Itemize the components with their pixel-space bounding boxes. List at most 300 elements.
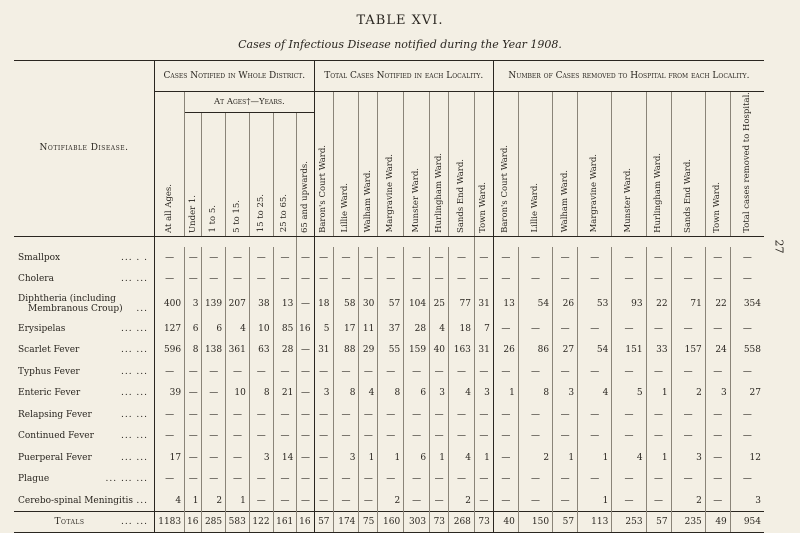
table-cell: — (273, 404, 297, 426)
table-cell: 53 (578, 290, 612, 318)
table-cell: 85 (273, 318, 297, 340)
table-row (14, 468, 764, 490)
header-1-to-5: 1 to 5. (202, 113, 226, 237)
disease-name: Cholera ... ... (14, 268, 155, 290)
table-cell: 22 (646, 290, 671, 318)
table-cell: — (297, 490, 314, 512)
table-cell: 4 (155, 490, 185, 512)
table-cell: — (742, 252, 752, 263)
disease-name: Smallpox ... . . (14, 247, 155, 269)
header-65-upwards: 65 and upwards. (297, 113, 314, 237)
header-loc-barons-court: Baron's Court Ward. (314, 92, 333, 237)
table-cell: — (378, 247, 404, 269)
table-cell: — (553, 468, 578, 490)
table-cell: — (314, 425, 333, 447)
table-cell: — (553, 404, 578, 426)
table-cell: — (226, 361, 250, 383)
table-cell: 122 (249, 512, 273, 533)
table-cell: 40 (493, 512, 518, 533)
table-cell: — (404, 268, 430, 290)
table-cell: — (474, 361, 493, 383)
table-cell: 150 (518, 512, 552, 533)
table-cell: — (578, 247, 612, 269)
table-cell: 2 (449, 490, 475, 512)
table-cell: 1 (474, 447, 493, 469)
table-cell: 303 (404, 512, 430, 533)
table-cell: 5 (612, 382, 646, 404)
table-cell: 6 (404, 382, 430, 404)
table-cell: 29 (359, 339, 378, 361)
table-cell: — (742, 431, 752, 442)
table-cell: 54 (518, 290, 552, 318)
table-cell: 253 (612, 512, 646, 533)
table-cell: 13 (273, 290, 297, 318)
header-total-locality: Total Cases Notified in each Locality. (314, 61, 493, 92)
table-cell: — (359, 490, 378, 512)
table-cell: — (612, 268, 646, 290)
table-cell: 57 (553, 512, 578, 533)
table-cell: 28 (273, 339, 297, 361)
table-cell: 2 (202, 490, 226, 512)
table-cell: — (449, 425, 475, 447)
table-cell: — (333, 468, 359, 490)
table-cell: — (449, 247, 475, 269)
table-cell: 1 (378, 447, 404, 469)
table-cell: 93 (612, 290, 646, 318)
header-5-to-15: 5 to 15. (226, 113, 250, 237)
table-cell: — (518, 318, 552, 340)
table-cell: 16 (297, 318, 314, 340)
table-cell: — (671, 247, 705, 269)
table-cell: — (249, 404, 273, 426)
table-row (14, 447, 764, 469)
table-cell: — (333, 490, 359, 512)
table-cell: — (202, 361, 226, 383)
table-cell: — (646, 490, 671, 512)
table-cell: 157 (671, 339, 705, 361)
table-cell: — (705, 318, 730, 340)
table-cell: 16 (297, 512, 314, 533)
disease-name: Cerebo-spinal Meningitis ... (14, 490, 155, 512)
table-cell: 163 (449, 339, 475, 361)
table-cell: 54 (578, 339, 612, 361)
table-cell: 38 (249, 290, 273, 318)
table-cell: — (155, 425, 185, 447)
table-row (14, 339, 764, 361)
table-cell: — (404, 425, 430, 447)
disease-name: Scarlet Fever ... ... (14, 339, 155, 361)
table-cell: — (359, 468, 378, 490)
table-row (14, 290, 764, 318)
table-cell: — (705, 404, 730, 426)
table-cell: — (314, 468, 333, 490)
table-cell: — (297, 361, 314, 383)
header-hosp-town: Town Ward. (705, 92, 730, 237)
header-loc-hurlingham: Hurlingham Ward. (430, 92, 449, 237)
table-cell: — (430, 268, 449, 290)
table-cell: — (742, 474, 752, 485)
table-title: TABLE XVI. (356, 13, 444, 28)
table-cell: — (185, 404, 202, 426)
table-cell: 73 (430, 512, 449, 533)
table-cell: — (493, 425, 518, 447)
table-cell: — (297, 290, 314, 318)
table-cell: — (553, 361, 578, 383)
table-cell: — (671, 268, 705, 290)
table-cell: 17 (155, 447, 185, 469)
table-cell: — (202, 447, 226, 469)
table-cell: — (333, 404, 359, 426)
table-cell: 31 (474, 290, 493, 318)
table-cell: — (449, 361, 475, 383)
table-cell: — (646, 468, 671, 490)
header-hosp-barons-court: Baron's Court Ward. (493, 92, 518, 237)
infectious-disease-table (14, 60, 764, 533)
table-cell: 268 (449, 512, 475, 533)
table-cell: — (202, 382, 226, 404)
table-cell: 3 (553, 382, 578, 404)
table-cell: 40 (430, 339, 449, 361)
table-cell: — (671, 425, 705, 447)
table-cell: — (333, 247, 359, 269)
table-cell: 1 (646, 447, 671, 469)
table-cell: 139 (202, 290, 226, 318)
table-cell: 1183 (155, 512, 185, 533)
table-cell: — (705, 447, 730, 469)
table-cell: — (404, 404, 430, 426)
table-cell: — (359, 404, 378, 426)
table-cell: — (705, 361, 730, 383)
table-cell: — (297, 447, 314, 469)
table-cell: 1 (185, 490, 202, 512)
table-cell: — (378, 404, 404, 426)
table-cell: — (314, 490, 333, 512)
table-cell: — (404, 247, 430, 269)
table-cell: 1 (226, 490, 250, 512)
table-cell: — (359, 425, 378, 447)
table-cell: — (671, 468, 705, 490)
table-cell: — (314, 247, 333, 269)
table-cell: — (612, 425, 646, 447)
disease-name: Totals ... ... (14, 512, 155, 533)
table-cell: — (430, 468, 449, 490)
table-cell: — (314, 361, 333, 383)
table-cell: 58 (333, 290, 359, 318)
table-cell: — (185, 382, 202, 404)
table-cell: 6 (185, 318, 202, 340)
disease-name: Enteric Fever ... ... (14, 382, 155, 404)
table-cell: — (474, 468, 493, 490)
table-cell: 2 (518, 447, 552, 469)
table-cell: — (359, 361, 378, 383)
table-cell: — (553, 490, 578, 512)
table-cell: — (297, 468, 314, 490)
table-cell: — (612, 490, 646, 512)
table-row (14, 361, 764, 383)
table-cell: 71 (671, 290, 705, 318)
table-cell: — (742, 366, 752, 377)
table-cell: — (273, 490, 297, 512)
table-cell: 151 (612, 339, 646, 361)
table-cell: — (474, 490, 493, 512)
table-cell: 1 (646, 382, 671, 404)
table-cell: — (249, 490, 273, 512)
table-cell: 174 (333, 512, 359, 533)
table-cell: 27 (553, 339, 578, 361)
table-row (14, 490, 764, 512)
table-cell: — (705, 425, 730, 447)
table-cell: — (612, 247, 646, 269)
table-cell: — (578, 318, 612, 340)
table-cell: 8 (518, 382, 552, 404)
table-cell: — (518, 425, 552, 447)
table-cell: 26 (553, 290, 578, 318)
header-at-ages: At Ages†—Years. (185, 92, 315, 113)
table-cell: 3 (671, 447, 705, 469)
table-cell: — (185, 447, 202, 469)
table-cell: — (297, 404, 314, 426)
table-cell: 22 (705, 290, 730, 318)
table-cell: 3 (333, 447, 359, 469)
table-cell: 1 (578, 447, 612, 469)
table-cell: — (578, 404, 612, 426)
table-cell: — (185, 425, 202, 447)
table-cell: — (553, 318, 578, 340)
table-cell: — (493, 490, 518, 512)
table-cell: — (155, 268, 185, 290)
table-cell: — (226, 268, 250, 290)
table-cell: — (646, 425, 671, 447)
table-cell: 3 (755, 495, 761, 506)
header-hosp-lillie: Lillie Ward. (518, 92, 552, 237)
table-cell: — (226, 447, 250, 469)
table-cell: 21 (273, 382, 297, 404)
table-cell: — (202, 268, 226, 290)
table-cell: — (578, 468, 612, 490)
table-cell: 4 (449, 382, 475, 404)
table-cell: — (474, 404, 493, 426)
table-cell: — (474, 425, 493, 447)
table-cell: — (430, 490, 449, 512)
table-cell: — (297, 247, 314, 269)
table-cell: 2 (671, 382, 705, 404)
table-cell: 160 (378, 512, 404, 533)
table-cell: — (612, 318, 646, 340)
disease-name: Plague ... ... ... (14, 468, 155, 490)
table-cell: — (185, 247, 202, 269)
table-cell: 57 (646, 512, 671, 533)
table-cell: — (185, 361, 202, 383)
table-cell: — (359, 247, 378, 269)
header-at-all-ages: At all Ages. (155, 92, 185, 237)
table-cell: 3 (430, 382, 449, 404)
table-cell: — (273, 247, 297, 269)
table-cell: 1 (359, 447, 378, 469)
table-cell: — (705, 268, 730, 290)
table-cell: 1 (578, 490, 612, 512)
table-cell: 14 (273, 447, 297, 469)
table-cell: — (273, 361, 297, 383)
table-cell: — (493, 447, 518, 469)
table-cell: — (671, 404, 705, 426)
table-cell: — (430, 247, 449, 269)
table-cell: 88 (333, 339, 359, 361)
table-cell: — (474, 247, 493, 269)
table-cell: — (474, 268, 493, 290)
table-cell: 25 (430, 290, 449, 318)
table-cell: 354 (743, 298, 761, 309)
table-cell: — (249, 361, 273, 383)
header-15-to-25: 15 to 25. (249, 113, 273, 237)
table-cell: 75 (359, 512, 378, 533)
table-cell: — (742, 409, 752, 420)
header-hospital-removals: Number of Cases removed to Hospital from each Locality. (493, 61, 764, 92)
table-cell: 26 (493, 339, 518, 361)
table-cell: 31 (314, 339, 333, 361)
table-cell: — (404, 468, 430, 490)
table-cell: 207 (226, 290, 250, 318)
table-cell: — (185, 468, 202, 490)
table-cell: — (493, 318, 518, 340)
table-cell: — (226, 404, 250, 426)
table-cell: — (404, 490, 430, 512)
table-cell: — (226, 425, 250, 447)
table-cell: — (297, 268, 314, 290)
table-cell: — (493, 247, 518, 269)
table-cell: 30 (359, 290, 378, 318)
table-cell: — (378, 268, 404, 290)
table-cell: 4 (430, 318, 449, 340)
table-cell: — (273, 425, 297, 447)
table-cell: — (705, 247, 730, 269)
table-cell: 33 (646, 339, 671, 361)
table-cell: 3 (185, 290, 202, 318)
table-cell: 5 (314, 318, 333, 340)
table-cell: — (612, 468, 646, 490)
table-cell: — (226, 468, 250, 490)
table-cell: — (671, 318, 705, 340)
table-cell: 77 (449, 290, 475, 318)
table-cell: 86 (518, 339, 552, 361)
table-cell: — (518, 247, 552, 269)
table-cell: — (518, 468, 552, 490)
table-cell: 4 (359, 382, 378, 404)
table-cell: 55 (378, 339, 404, 361)
table-cell: — (742, 274, 752, 285)
table-cell: — (314, 447, 333, 469)
table-cell: — (646, 404, 671, 426)
table-cell: — (378, 361, 404, 383)
table-cell: 7 (474, 318, 493, 340)
table-cell: — (518, 361, 552, 383)
table-cell: — (273, 268, 297, 290)
table-cell: 400 (155, 290, 185, 318)
table-cell: — (155, 404, 185, 426)
header-loc-walham: Walham Ward. (359, 92, 378, 237)
table-cell: — (430, 425, 449, 447)
table-cell: 73 (474, 512, 493, 533)
header-hosp-sands-end: Sands End Ward. (671, 92, 705, 237)
table-cell: 285 (202, 512, 226, 533)
header-under-1: Under 1. (185, 113, 202, 237)
table-cell: 8 (333, 382, 359, 404)
header-hosp-margravine: Margravine Ward. (578, 92, 612, 237)
table-cell: 10 (226, 382, 250, 404)
disease-name: Puerperal Fever ... ... (14, 447, 155, 469)
table-cell: — (553, 268, 578, 290)
header-hosp-munster: Munster Ward. (612, 92, 646, 237)
table-cell: — (449, 268, 475, 290)
table-cell: — (333, 361, 359, 383)
header-hosp-total: Total cases removed to Hospital. (730, 92, 764, 237)
table-cell: 2 (378, 490, 404, 512)
table-cell: 11 (359, 318, 378, 340)
table-cell: 18 (449, 318, 475, 340)
table-cell: — (612, 404, 646, 426)
table-cell: 13 (493, 290, 518, 318)
table-cell: 8 (378, 382, 404, 404)
table-cell: 4 (612, 447, 646, 469)
table-cell: 138 (202, 339, 226, 361)
table-cell: — (493, 268, 518, 290)
table-cell: — (297, 339, 314, 361)
table-cell: 8 (185, 339, 202, 361)
table-cell: — (493, 468, 518, 490)
table-row (14, 382, 764, 404)
table-cell: — (671, 361, 705, 383)
table-cell: 113 (578, 512, 612, 533)
table-cell: 17 (333, 318, 359, 340)
table-cell: 3 (249, 447, 273, 469)
header-loc-margravine: Margravine Ward. (378, 92, 404, 237)
table-cell: 361 (226, 339, 250, 361)
table-cell: 1 (553, 447, 578, 469)
table-cell: — (249, 268, 273, 290)
table-cell: — (249, 247, 273, 269)
table-cell: 31 (474, 339, 493, 361)
page-number: 27 (772, 239, 786, 254)
table-cell: — (404, 361, 430, 383)
table-cell: — (333, 425, 359, 447)
table-cell: — (155, 361, 185, 383)
table-cell: 583 (226, 512, 250, 533)
table-cell: 4 (449, 447, 475, 469)
table-cell: 37 (378, 318, 404, 340)
header-25-to-65: 25 to 65. (273, 113, 297, 237)
table-cell: 2 (671, 490, 705, 512)
table-cell: — (273, 468, 297, 490)
table-cell: — (705, 490, 730, 512)
table-cell: 57 (378, 290, 404, 318)
table-subtitle: Cases of Infectious Disease notified during the Year 1908. (238, 38, 562, 51)
table-cell: 6 (404, 447, 430, 469)
table-cell: 6 (202, 318, 226, 340)
table-cell: — (226, 247, 250, 269)
table-cell: 49 (705, 512, 730, 533)
table-cell: — (646, 268, 671, 290)
table-cell: — (646, 247, 671, 269)
table-cell: — (202, 468, 226, 490)
header-whole-district: Cases Notified in Whole District. (155, 61, 315, 92)
table-cell: — (493, 361, 518, 383)
table-cell: — (202, 404, 226, 426)
table-row (14, 247, 764, 269)
table-cell: — (314, 268, 333, 290)
table-cell: — (449, 404, 475, 426)
table-cell: — (646, 318, 671, 340)
table-cell: — (378, 425, 404, 447)
table-cell: 3 (314, 382, 333, 404)
